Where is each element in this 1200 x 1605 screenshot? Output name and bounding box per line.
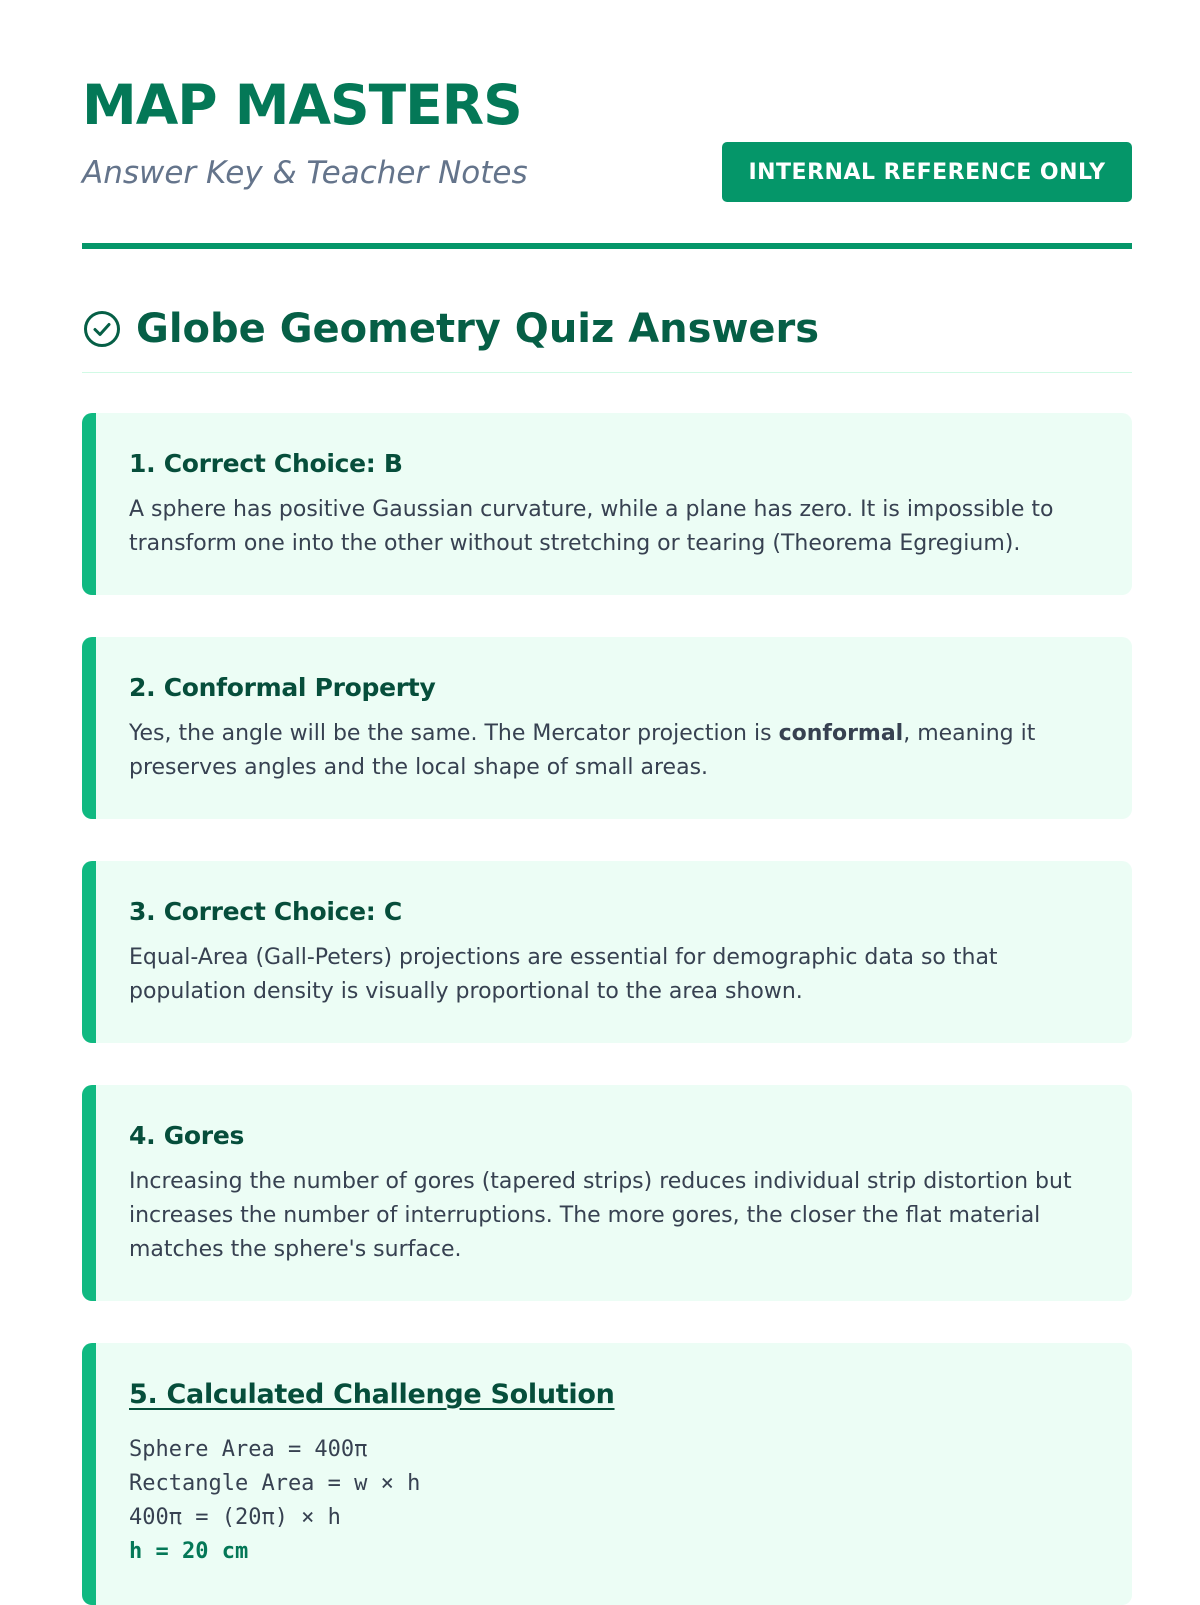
page xyxy=(82,0,1132,1565)
answer-body-start: Yes, the angle will be the same. The Mercator projection is xyxy=(129,721,779,746)
answer-title: 2. Conformal Property xyxy=(129,673,436,702)
answer-body xyxy=(129,717,1092,785)
answer-title: 4. Gores xyxy=(129,1121,245,1150)
answer-card-2 xyxy=(82,637,1132,819)
section-title: Globe Geometry Quiz Answers xyxy=(136,306,820,352)
section-heading xyxy=(82,300,1132,373)
conformal-term: conformal xyxy=(778,721,904,746)
answer-body: A sphere has positive Gaussian curvature, while a plane has zero. It is impossible to transform one into the other without stretching or tearing (Theorema Egregium). xyxy=(129,497,1054,556)
subtitle: Answer Key & Teacher Notes xyxy=(82,155,528,191)
answer-title: 1. Correct Choice: B xyxy=(129,449,403,478)
answer-body-end: , meaning it preserves angles and the local shape of small areas. xyxy=(129,721,1036,780)
answer-title: 3. Correct Choice: C xyxy=(129,897,402,926)
brand-title: MAP MASTERS xyxy=(82,73,522,137)
check-circle-icon xyxy=(82,309,122,349)
answer-body: Increasing the number of gores (tapered strips) reduces individual strip distortion but increases the number of interruptions. The more gores, the closer the flat material matches the sphere's surface. xyxy=(129,1169,1072,1262)
answer-body: Equal-Area (Gall-Peters) projections are essential for demographic data so that population density is visually proportional to the area shown. xyxy=(129,945,998,1004)
calculation-block xyxy=(129,1433,1092,1569)
answer-card-5 xyxy=(82,1343,1132,1605)
answer-card-1 xyxy=(82,413,1132,595)
calculation-line: Sphere Area = 400π xyxy=(129,1437,368,1463)
answer-list xyxy=(82,413,1132,1605)
answer-card-3 xyxy=(82,861,1132,1043)
header xyxy=(82,0,1132,250)
internal-reference-badge: INTERNAL REFERENCE ONLY xyxy=(722,142,1132,202)
calculation-result: h = 20 cm xyxy=(129,1539,249,1565)
calculation-line: Rectangle Area = w × h xyxy=(129,1471,421,1497)
calculation-line: 400π = (20π) × h xyxy=(129,1505,341,1531)
header-divider xyxy=(82,243,1132,249)
answer-card-4 xyxy=(82,1085,1132,1301)
answer-title: 5. Calculated Challenge Solution xyxy=(129,1379,615,1410)
